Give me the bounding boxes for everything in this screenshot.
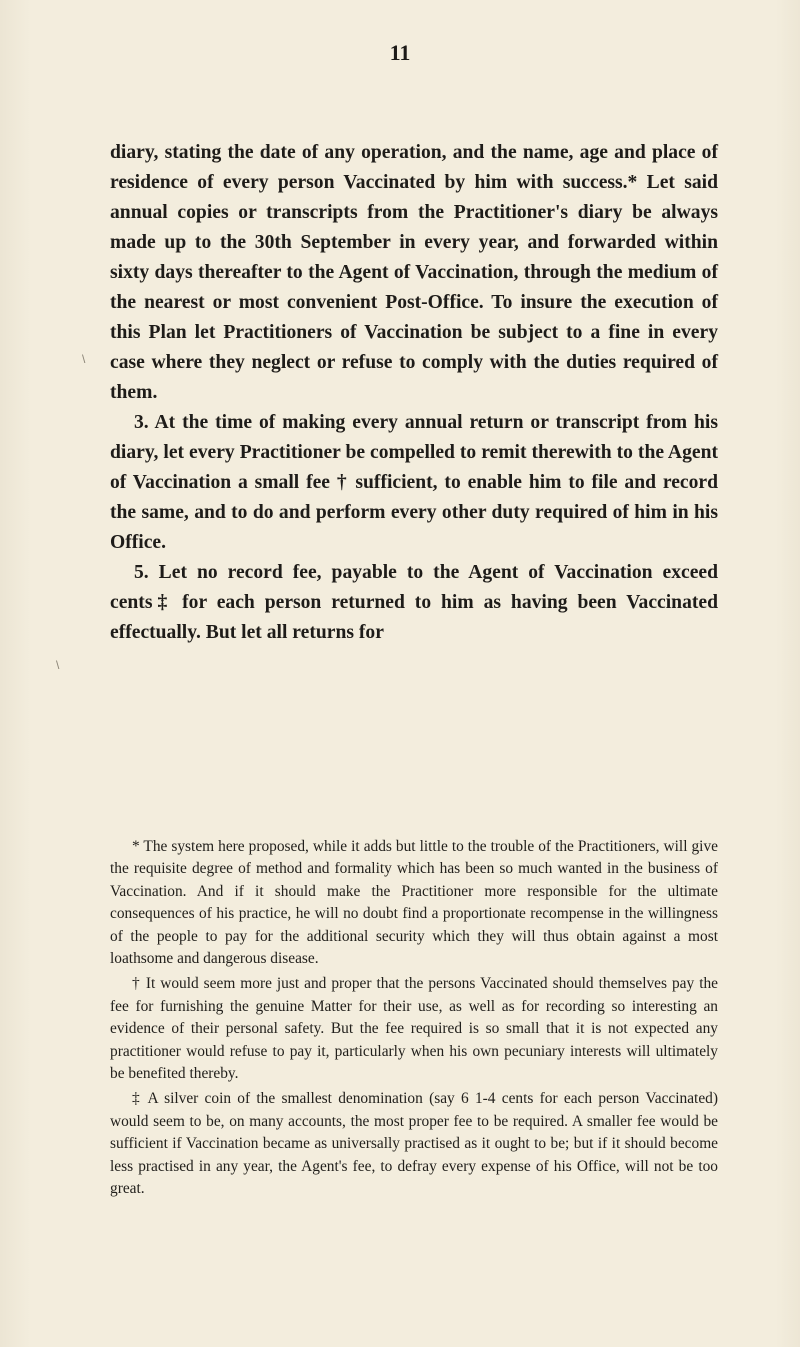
footnote: † It would seem more just and proper that the persons Vaccinated should themselves pay the fee for furnishing the genuine Matter for their use, as well as for recording so interesting an evidence of their personal safety. But the fee required is so small that it is not expected any practitioner would refuse to pay it, particularly when his own pecuniary interests will ultimately be benefited thereby.	[110, 975, 718, 1083]
margin-mark: \	[82, 352, 86, 366]
paragraph: diary, stating the date of any operation, and the name, age and place of residence of every person Vaccinated by him with success.* Let said annual copies or transcripts from the Practitioner's diary be always made up to the 30th September in every year, and forwarded within sixty days thereafter to the Agent of Vaccination, through the medium of the nearest or most convenient Post-Office. To insure the execution of this Plan let Practitioners of Vaccination be subject to a fine in every case where they neglect or refuse to comply with the duties required of them.	[110, 142, 718, 403]
footnotes	[110, 836, 718, 1204]
paragraph: 3. At the time of making every annual return or transcript from his diary, let every Practitioner be compelled to remit therewith to the Agent of Vaccination a small fee † sufficient, to enable him to file and record the same, and to do and perform every other duty required of him in his Office.	[110, 412, 718, 553]
page-number: 11	[389, 40, 411, 65]
main-text	[110, 138, 787, 648]
paragraph: 5. Let no record fee, payable to the Agent of Vaccination exceed cents‡ for each person returned to him as having been Vaccinated effectually. But let all returns for	[110, 562, 787, 643]
footnote: * The system here proposed, while it adds but little to the trouble of the Practitioners, will give the requisite degree of method and formality which has been so much wanted in the business of Vaccination. And if it should make the Practitioner more responsible for the ultimate consequences of his practice, he will no doubt find a proportionate recompense in the willingness of the people to pay for the additional security which they will thus obtain against a most loathsome and dangerous disease.	[110, 838, 718, 968]
footnote: ‡ A silver coin of the smallest denomination (say 6 1-4 cents for each person Vaccinated) would seem to be, on many accounts, the most proper fee to be required. A smaller fee would be sufficient if Vaccination became as universally practised as it ought to be; but if it should become less practised in any year, the Agent's fee, to defray every expense of his Office, will not be too great.	[110, 1090, 718, 1198]
margin-mark: \	[56, 658, 60, 672]
